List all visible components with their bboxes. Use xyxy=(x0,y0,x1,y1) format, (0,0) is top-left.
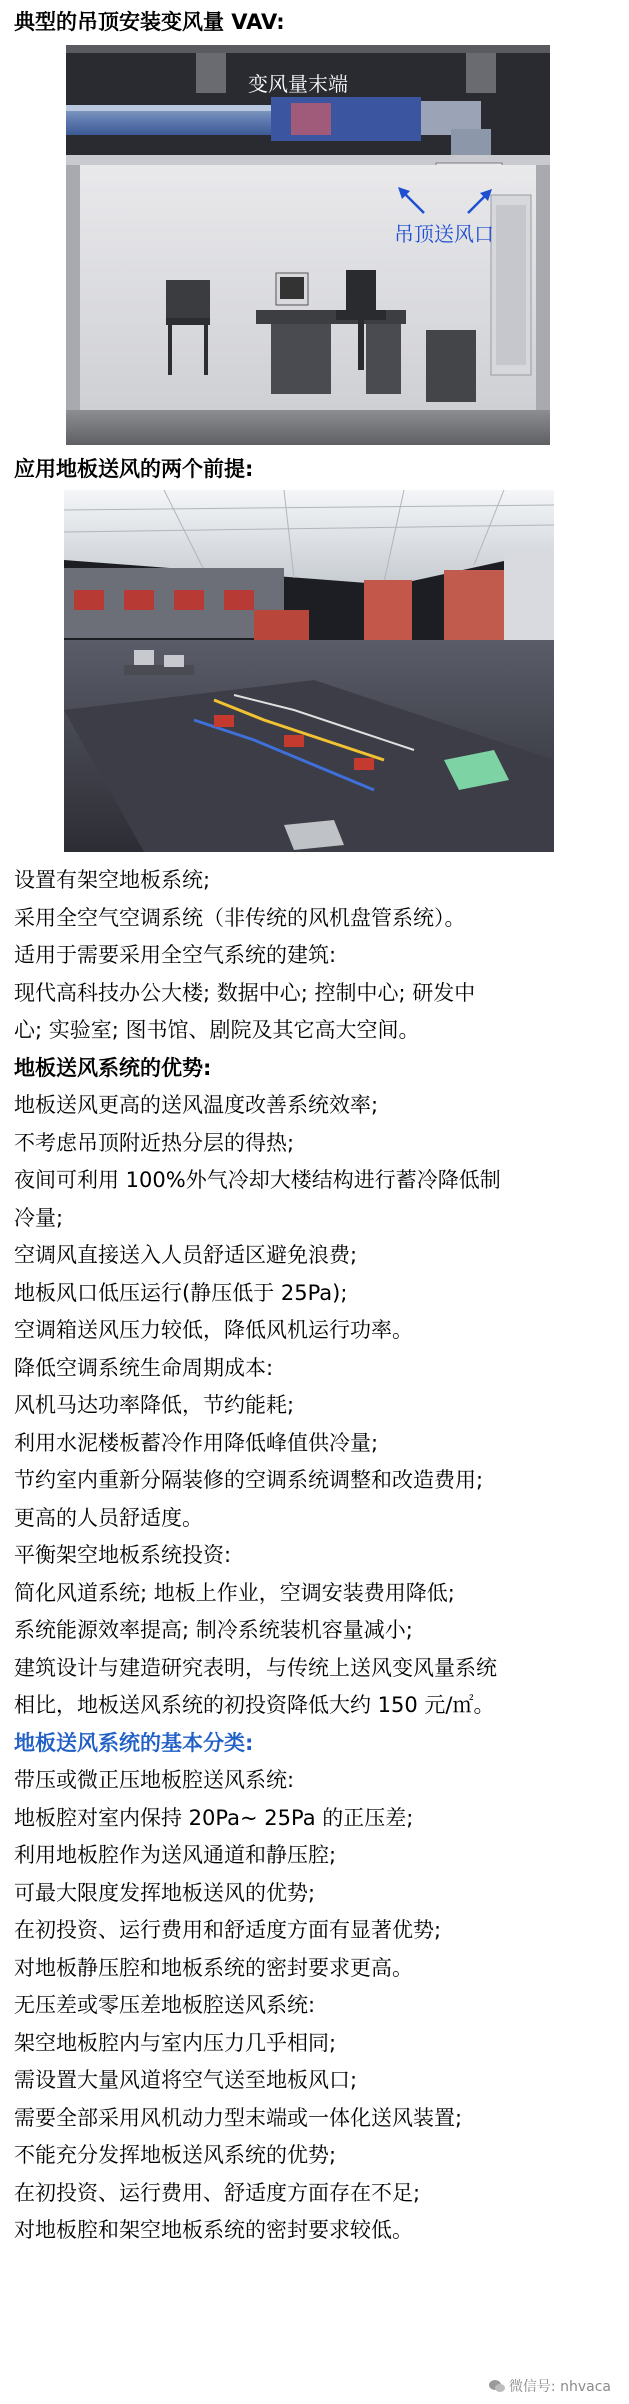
text-line: 在初投资、运行费用、舒适度方面存在不足; xyxy=(14,2181,421,2205)
text-line: 系统能源效率提高; 制冷系统装机容量减小; xyxy=(14,1618,413,1642)
text-line: 对地板静压腔和地板系统的密封要求更高。 xyxy=(14,1956,413,1980)
text-line: 无压差或零压差地板腔送风系统: xyxy=(14,1993,316,2017)
text-line: 架空地板腔内与室内压力几乎相同; xyxy=(14,2031,337,2055)
text-line: 风机马达功率降低，节约能耗; xyxy=(14,1393,295,1417)
text-line: 不考虑吊顶附近热分层的得热; xyxy=(14,1131,295,1155)
title-vav: 典型的吊顶安装变风量 VAV: xyxy=(14,10,285,34)
title-premise: 应用地板送风的两个前提: xyxy=(14,457,254,481)
text-line: 利用地板腔作为送风通道和静压腔; xyxy=(14,1843,337,1867)
text-line: 简化风道系统; 地板上作业，空调安装费用降低; xyxy=(14,1581,455,1605)
vav-ceiling-illustration xyxy=(66,45,550,445)
text-line: 降低空调系统生命周期成本: xyxy=(14,1356,274,1380)
text-line: 心; 实验室; 图书馆、剧院及其它高大空间。 xyxy=(14,1018,420,1042)
text-line: 空调箱送风压力较低，降低风机运行功率。 xyxy=(14,1318,413,1342)
text-line: 现代高科技办公大楼; 数据中心; 控制中心; 研发中 xyxy=(14,981,476,1005)
text-line: 需要全部采用风机动力型末端或一体化送风装置; xyxy=(14,2106,463,2130)
label-ceiling-diffuser: 吊顶送风口 xyxy=(394,222,494,246)
section-heading: 地板送风系统的优势: xyxy=(14,1056,212,1080)
text-line: 利用水泥楼板蓄冷作用降低峰值供冷量; xyxy=(14,1431,379,1455)
text-line: 平衡架空地板系统投资: xyxy=(14,1543,232,1567)
text-line: 空调风直接送入人员舒适区避免浪费; xyxy=(14,1243,358,1267)
text-line: 相比，地板送风系统的初投资降低大约 150 元/㎡。 xyxy=(14,1693,495,1717)
text-line: 需设置大量风道将空气送至地板风口; xyxy=(14,2068,358,2092)
watermark xyxy=(489,2376,611,2396)
section-heading: 地板送风系统的基本分类: xyxy=(14,1731,254,1755)
text-line: 建筑设计与建造研究表明，与传统上送风变风量系统 xyxy=(14,1656,497,1680)
text-line: 节约室内重新分隔装修的空调系统调整和改造费用; xyxy=(14,1468,484,1492)
text-line: 冷量; xyxy=(14,1206,64,1230)
text-line: 不能充分发挥地板送风系统的优势; xyxy=(14,2143,337,2167)
text-line: 夜间可利用 100%外气冷却大楼结构进行蓄冷降低制 xyxy=(14,1168,501,1192)
text-line: 地板送风更高的送风温度改善系统效率; xyxy=(14,1093,379,1117)
watermark-text: 微信号: nhvaca xyxy=(508,2379,611,2395)
text-line: 在初投资、运行费用和舒适度方面有显著优势; xyxy=(14,1918,442,1942)
wechat-icon xyxy=(489,2379,505,2393)
text-line: 对地板腔和架空地板系统的密封要求较低。 xyxy=(14,2218,413,2242)
text-line: 设置有架空地板系统; xyxy=(14,868,211,892)
label-vav-terminal: 变风量末端 xyxy=(248,72,348,96)
text-line: 地板腔对室内保持 20Pa~ 25Pa 的正压差; xyxy=(14,1806,414,1830)
text-line: 采用全空气空调系统（非传统的风机盘管系统）。 xyxy=(14,906,466,930)
text-line: 地板风口低压运行(静压低于 25Pa); xyxy=(14,1281,348,1305)
text-line: 可最大限度发挥地板送风的优势; xyxy=(14,1881,316,1905)
text-line: 更高的人员舒适度。 xyxy=(14,1506,203,1530)
text-line: 带压或微正压地板腔送风系统: xyxy=(14,1768,295,1792)
underfloor-air-illustration xyxy=(64,490,554,852)
text-line: 适用于需要采用全空气系统的建筑: xyxy=(14,943,337,967)
